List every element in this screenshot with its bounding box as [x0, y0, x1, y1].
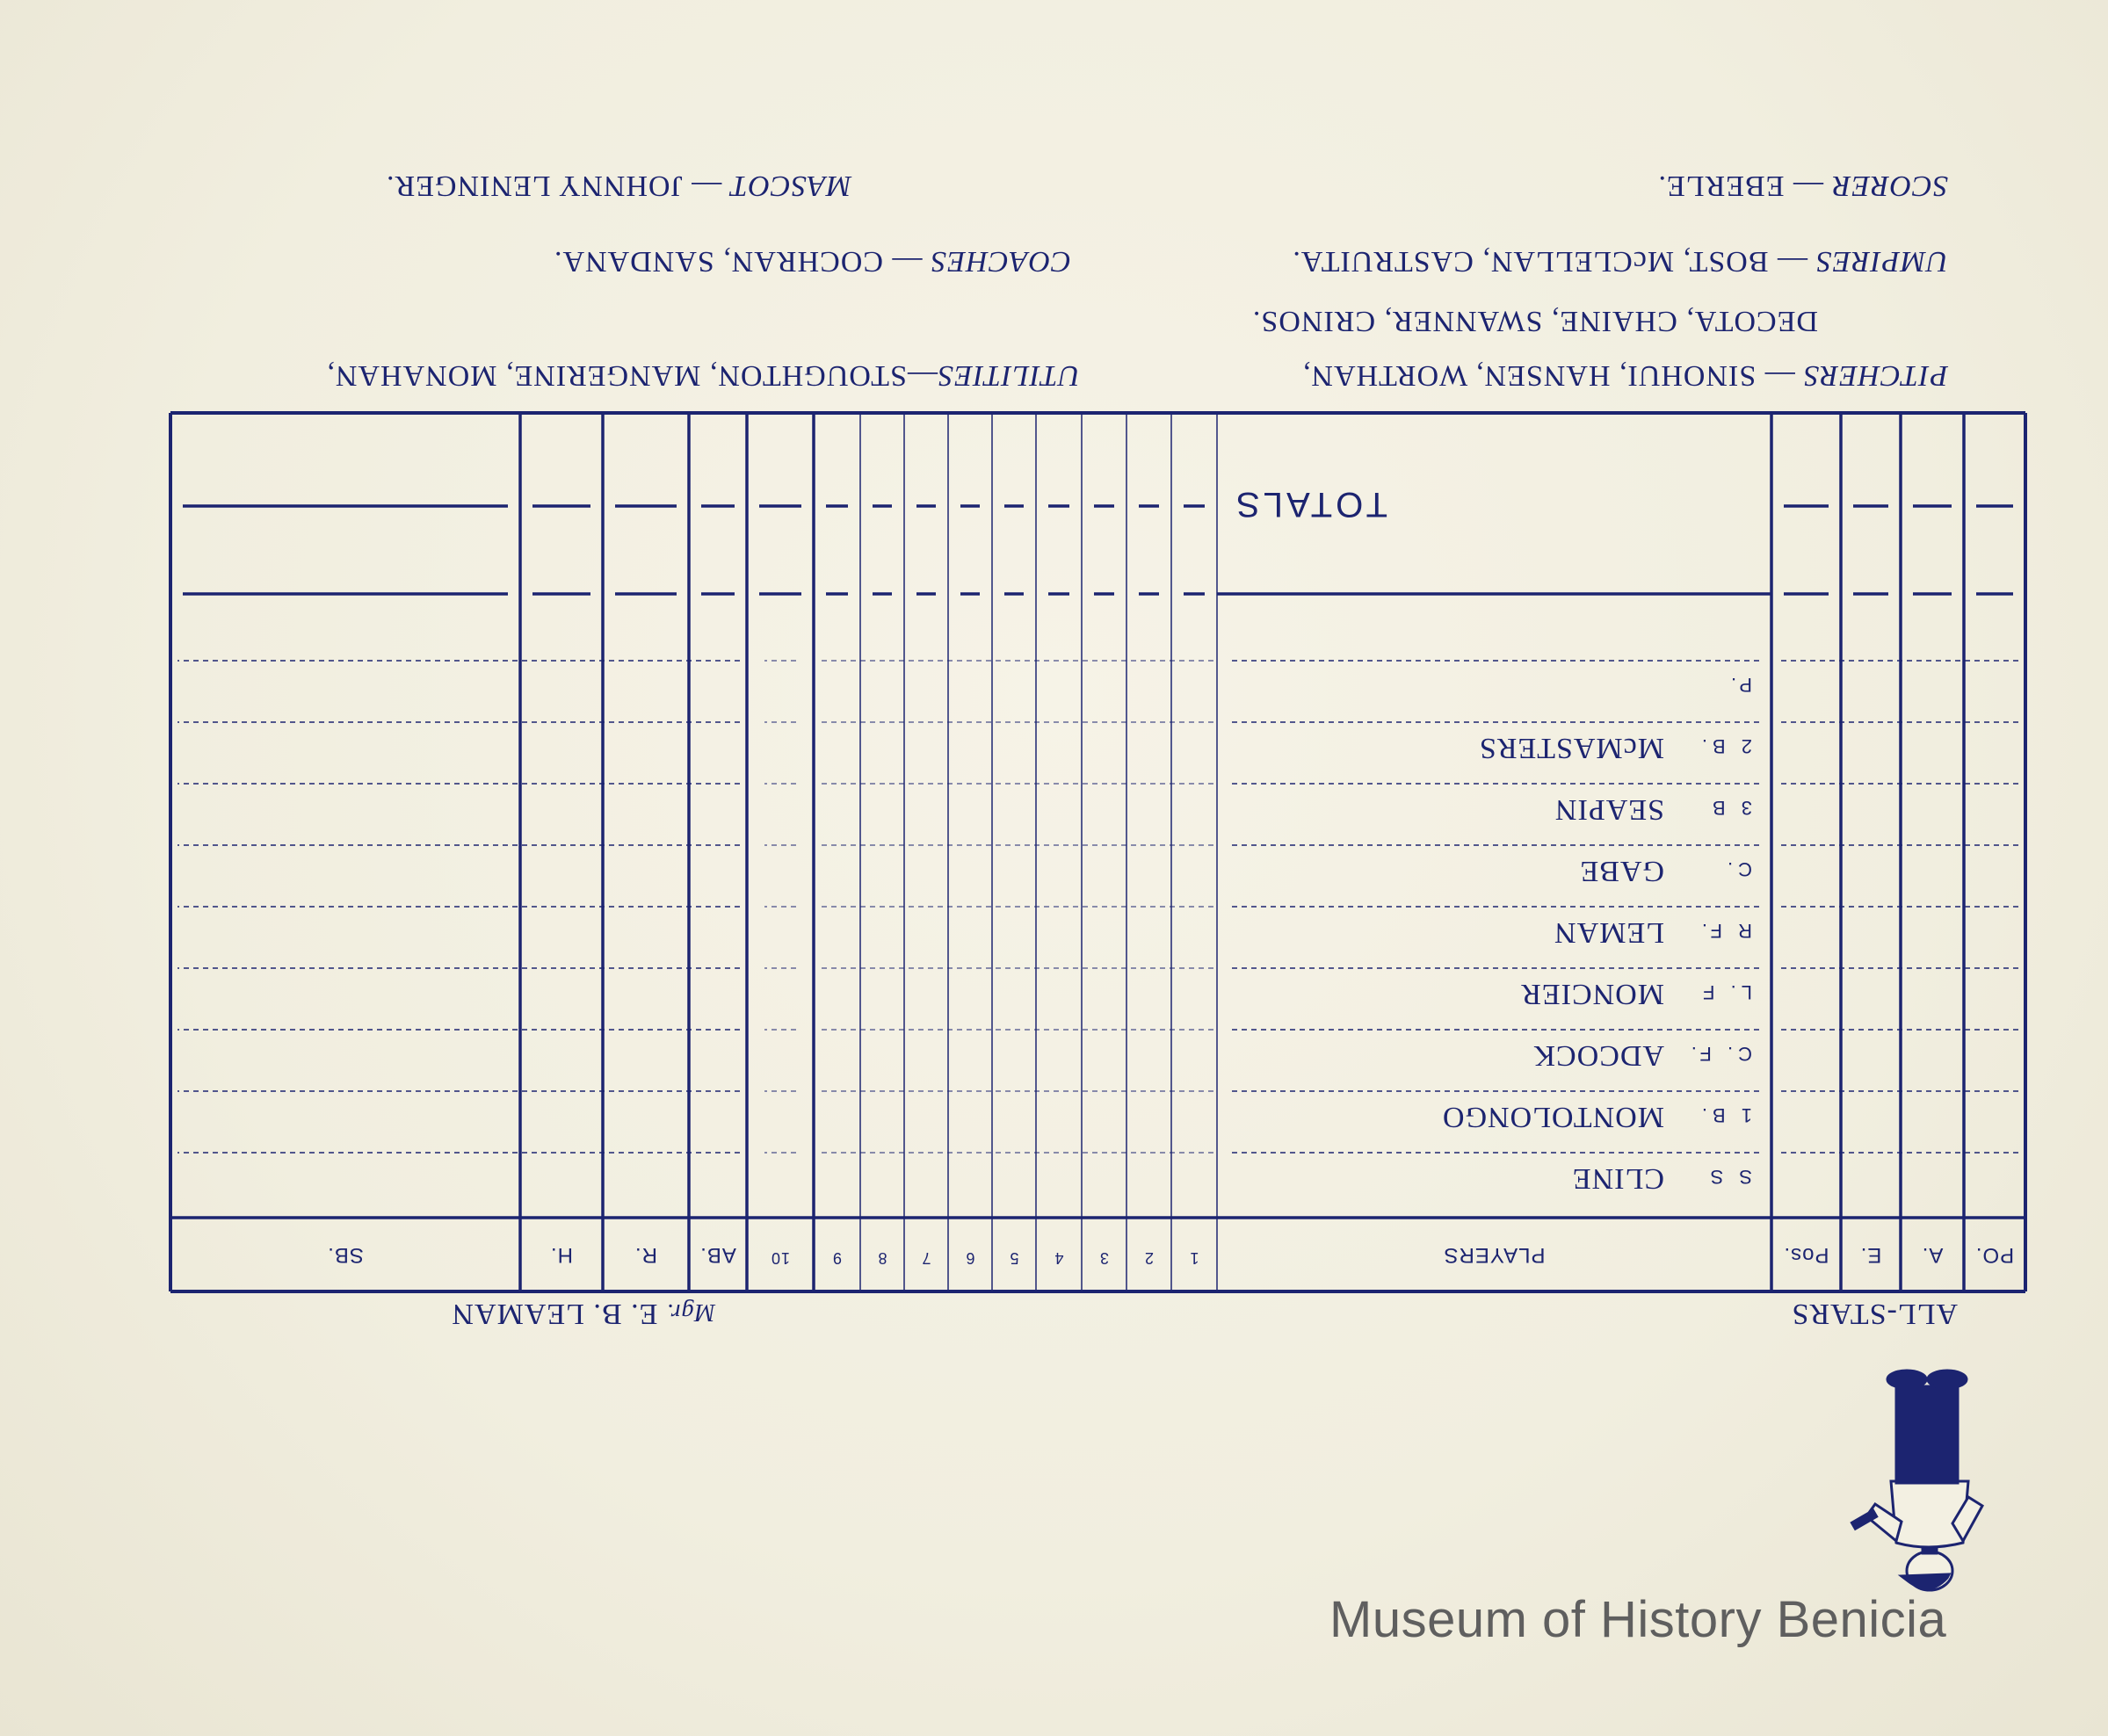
- pitchers-line: [1302, 358, 1948, 392]
- team-name: ALL-STARS: [1791, 1298, 1958, 1330]
- header-inning-4: 4: [1054, 1249, 1064, 1267]
- lineup-position: L. F: [1698, 981, 1752, 1003]
- header-inning-5: 5: [1009, 1249, 1019, 1267]
- totals-label: TOTALS: [1233, 485, 1387, 524]
- lineup-player-name: SEAPIN: [1554, 793, 1664, 826]
- mascot-line: [386, 169, 851, 202]
- coaches-line: [554, 244, 1071, 278]
- coaches-label: COACHES: [931, 245, 1071, 278]
- utilities-names: —STOUGHTON, MANGERINE, MONAHAN,: [326, 359, 938, 392]
- utilities-label: UTILITIES: [937, 359, 1080, 392]
- header-inning-2: 2: [1144, 1249, 1155, 1267]
- lineup-player-name: MONTOLONGO: [1441, 1101, 1664, 1133]
- lineup-position: C. F.: [1685, 1043, 1752, 1065]
- pitchers-continuation: DECOTA, CHAINE, SWANNER, CRINOS.: [1251, 305, 1818, 337]
- header-h: H.: [550, 1243, 573, 1267]
- lineup-player-name: CLINE: [1571, 1162, 1664, 1195]
- header-inning-9: 9: [832, 1249, 843, 1267]
- manager-line: [451, 1297, 715, 1330]
- header-r: R.: [634, 1243, 657, 1267]
- header-sb: SB.: [327, 1243, 364, 1267]
- lineup-position: 1 B.: [1696, 1104, 1752, 1126]
- scorer-name: — EBERLE.: [1657, 170, 1832, 202]
- header-inning-7: 7: [921, 1249, 931, 1267]
- header-inning-8: 8: [877, 1249, 887, 1267]
- header-po: PO.: [1974, 1243, 2015, 1267]
- header-inning-6: 6: [965, 1249, 975, 1267]
- lineup-position: C.: [1722, 858, 1752, 880]
- header-a: A.: [1921, 1243, 1944, 1267]
- mascot-name: — JOHNNY LENINGER.: [386, 170, 730, 202]
- header-e: E.: [1859, 1243, 1882, 1267]
- lineup-position: 2 B.: [1696, 735, 1752, 757]
- museum-watermark: Museum of History Benicia: [1329, 1591, 1947, 1648]
- lineup-player-name: McMASTERS: [1478, 732, 1664, 764]
- scorer-label: SCORER: [1831, 170, 1948, 202]
- manager-abbr: Mgr.: [665, 1298, 715, 1326]
- manager-name: E. B. LEAMAN: [451, 1298, 658, 1330]
- pitchers-label: PITCHERS: [1803, 359, 1948, 392]
- header-inning-10: 10: [770, 1249, 791, 1267]
- pitchers-names: — SINOHUI, HANSEN, WORTHAN,: [1301, 359, 1804, 392]
- header-inning-1: 1: [1189, 1249, 1199, 1267]
- utilities-line: [326, 358, 1080, 392]
- mascot-label: MASCOT: [729, 170, 851, 202]
- lineup-player-name: GABE: [1579, 855, 1664, 887]
- header-ab: AB.: [699, 1243, 736, 1267]
- lineup-position: P.: [1726, 674, 1752, 696]
- lineup-player-name: LEMAN: [1554, 916, 1664, 949]
- umpires-line: [1292, 244, 1948, 278]
- header-pos: Pos.: [1783, 1243, 1829, 1267]
- lineup-player-name: ADCOCK: [1532, 1039, 1664, 1072]
- umpires-label: UMPIRES: [1815, 245, 1948, 278]
- coaches-names: — COCHRAN, SANDANA.: [554, 245, 931, 278]
- header-inning-3: 3: [1099, 1249, 1110, 1267]
- lineup-position: 3 B: [1706, 797, 1752, 819]
- lineup-position: R F.: [1696, 920, 1752, 942]
- lineup-player-name: MONCIER: [1520, 978, 1664, 1010]
- lineup-position: S S: [1705, 1166, 1752, 1188]
- scorer-line: [1658, 169, 1948, 202]
- umpires-names: — BOST, McCLELLAN, CASTRUITA.: [1292, 245, 1816, 278]
- header-players: PLAYERS: [1443, 1243, 1546, 1267]
- baseball-player-icon: [1849, 1367, 1998, 1595]
